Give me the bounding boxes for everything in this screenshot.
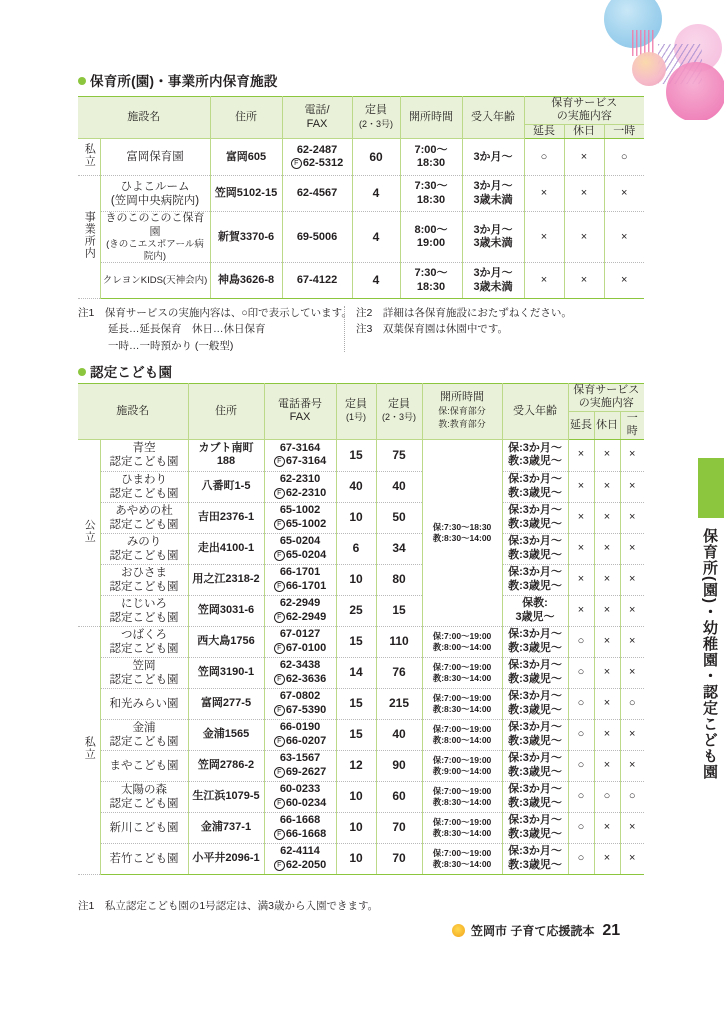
- cell-age: 保:3か月〜 教:3歳児〜: [502, 564, 568, 595]
- cell-service-holiday: ×: [594, 688, 620, 719]
- table-row: [78, 176, 644, 212]
- cell-service-holiday: ×: [594, 533, 620, 564]
- th-service-holiday: 休日: [594, 411, 620, 439]
- table-row: [78, 263, 644, 299]
- cell-age: 3か月〜 3歳未満: [462, 176, 524, 212]
- cell-hours: 保:7:00〜19:00 教:8:30〜14:00: [422, 812, 502, 843]
- cell-service-holiday: ○: [594, 781, 620, 812]
- cell-service-extension: ○: [568, 688, 594, 719]
- cell-address: 吉田2376-1: [188, 502, 264, 533]
- cell-facility-name: にじいろ 認定こども園: [100, 595, 188, 626]
- orange-circle-decoration: [632, 52, 666, 86]
- cell-address: 笠岡5102-15: [210, 176, 282, 212]
- cell-address: 走出4100-1: [188, 533, 264, 564]
- table-row: [78, 626, 644, 657]
- cell-hours-shared: 保:7:30〜18:30 教:8:30〜14:00: [422, 439, 502, 626]
- cell-service-holiday: ×: [594, 657, 620, 688]
- cell-service-extension: ○: [568, 812, 594, 843]
- cell-service-holiday: ×: [594, 595, 620, 626]
- fax-icon: F: [274, 798, 285, 809]
- table-body-hoikusho: [78, 139, 644, 299]
- cell-capacity-type23: 215: [376, 688, 422, 719]
- cell-address: 富岡605: [210, 139, 282, 176]
- table-row: [78, 533, 644, 564]
- cell-service-temporary: ×: [604, 176, 644, 212]
- table-row: [78, 502, 644, 533]
- cell-facility-name: ひよこルーム (笠岡中央病院内): [100, 176, 210, 212]
- note-1-line-2: 延長…延長保育 休日…休日保育: [108, 323, 266, 336]
- cell-address: 生江浜1079-5: [188, 781, 264, 812]
- cell-service-holiday: ×: [594, 626, 620, 657]
- cell-service-extension: ×: [524, 176, 564, 212]
- purple-diagonal-stripes-decoration: [658, 44, 702, 84]
- cell-address: 笠岡3190-1: [188, 657, 264, 688]
- fax-icon: F: [291, 158, 302, 169]
- cell-service-holiday: ×: [594, 719, 620, 750]
- cell-service-temporary: ×: [620, 502, 644, 533]
- cell-service-temporary: ×: [604, 212, 644, 263]
- cell-hours: 保:7:00〜19:00 教:8:30〜14:00: [422, 688, 502, 719]
- cell-tel-fax: 62-2487 F 62-5312: [282, 139, 352, 176]
- cell-age: 3か月〜 3歳未満: [462, 263, 524, 299]
- cell-age: 保:3か月〜 教:3歳児〜: [502, 626, 568, 657]
- cell-age: 保:3か月〜 教:3歳児〜: [502, 533, 568, 564]
- cell-age: 保教: 3歳児〜: [502, 595, 568, 626]
- cell-age: 保:3か月〜 教:3歳児〜: [502, 812, 568, 843]
- table-ninteikodomoen: [78, 383, 644, 875]
- cell-tel-fax: 66-1701 F 66-1701: [264, 564, 336, 595]
- cell-service-temporary: ×: [620, 471, 644, 502]
- cell-service-extension: ○: [568, 719, 594, 750]
- cell-address: 用之江2318-2: [188, 564, 264, 595]
- cell-capacity-type1: 14: [336, 657, 376, 688]
- cell-service-temporary: ×: [620, 719, 644, 750]
- th-tel-fax: 電話番号 FAX: [264, 384, 336, 440]
- fax-icon: F: [274, 456, 285, 467]
- cell-service-temporary: ×: [620, 564, 644, 595]
- cell-service-extension: ×: [568, 595, 594, 626]
- footer-title: 笠岡市 子育て応援読本: [471, 924, 595, 938]
- magenta-circle-decoration: [666, 62, 724, 120]
- section2-note-1: 注1 私立認定こども園の1号認定は、満3歳から入園できます。: [78, 900, 379, 912]
- table-row: [78, 439, 644, 471]
- cell-service-extension: ○: [568, 843, 594, 874]
- cell-age: 保:3か月〜 教:3歳児〜: [502, 471, 568, 502]
- cell-capacity-type23: 80: [376, 564, 422, 595]
- cell-tel-fax: 60-0233 F 60-0234: [264, 781, 336, 812]
- sunflower-icon: [452, 924, 465, 937]
- cell-age: 保:3か月〜 教:3歳児〜: [502, 719, 568, 750]
- cell-address: 笠岡2786-2: [188, 750, 264, 781]
- fax-icon: F: [274, 581, 285, 592]
- cell-age: 保:3か月〜 教:3歳児〜: [502, 439, 568, 471]
- cell-service-extension: ×: [568, 439, 594, 471]
- th-capacity-type1: 定員 (1号): [336, 384, 376, 440]
- notes-right-block: [356, 305, 572, 338]
- cell-age: 保:3か月〜 教:3歳児〜: [502, 688, 568, 719]
- cell-capacity: 4: [352, 176, 400, 212]
- table-row: [78, 750, 644, 781]
- th-service-group: 保育サービス の実施内容: [568, 384, 644, 412]
- cell-capacity-type23: 70: [376, 812, 422, 843]
- table-row: [78, 212, 644, 263]
- side-tab-marker: [698, 458, 724, 518]
- cell-service-holiday: ×: [594, 471, 620, 502]
- cell-hours: 7:00〜 18:30: [400, 139, 462, 176]
- cell-capacity: 4: [352, 263, 400, 299]
- cell-capacity-type23: 110: [376, 626, 422, 657]
- cell-facility-name: 富岡保育園: [100, 139, 210, 176]
- th-capacity-type23: 定員 (2・3号): [376, 384, 422, 440]
- th-capacity: 定員 (2・3号): [352, 97, 400, 139]
- cell-capacity-type23: 75: [376, 439, 422, 471]
- cell-service-extension: ○: [568, 750, 594, 781]
- cell-service-temporary: ○: [620, 688, 644, 719]
- section-heading-hoikusho: [78, 70, 278, 90]
- fax-icon: F: [274, 612, 285, 623]
- cell-service-temporary: ○: [604, 139, 644, 176]
- cell-capacity-type1: 15: [336, 688, 376, 719]
- cell-service-temporary: ×: [620, 657, 644, 688]
- cell-tel-fax: 65-0204 F 65-0204: [264, 533, 336, 564]
- th-service-extension: 延長: [524, 124, 564, 138]
- bullet-icon: [78, 368, 86, 376]
- cell-age: 保:3か月〜 教:3歳児〜: [502, 502, 568, 533]
- cell-age: 保:3か月〜 教:3歳児〜: [502, 781, 568, 812]
- cell-service-extension: ×: [568, 564, 594, 595]
- th-age: 受入年齢: [462, 97, 524, 139]
- fax-icon: F: [274, 643, 285, 654]
- th-service-extension: 延長: [568, 411, 594, 439]
- cell-service-holiday: ×: [594, 502, 620, 533]
- pink-soft-circle-decoration: [674, 24, 722, 72]
- cell-facility-name: 若竹こども園: [100, 843, 188, 874]
- cell-address: 富岡277-5: [188, 688, 264, 719]
- cell-capacity-type23: 15: [376, 595, 422, 626]
- cell-service-holiday: ×: [594, 812, 620, 843]
- cell-tel-fax: 62-4114 F 62-2050: [264, 843, 336, 874]
- cell-capacity: 4: [352, 212, 400, 263]
- table-hoikusho-jigyosho: [78, 96, 644, 299]
- cell-hours: 保:7:00〜19:00 教:8:00〜14:00: [422, 626, 502, 657]
- cell-address: 小平井2096-1: [188, 843, 264, 874]
- section-heading-text: 保育所(園)・事業所内保育施設: [90, 74, 278, 89]
- note-1-line-1: 注1 保育サービスの実施内容は、○印で表示しています。: [78, 307, 352, 319]
- cell-facility-name: みのり 認定こども園: [100, 533, 188, 564]
- cell-facility-name: つばくろ 認定こども園: [100, 626, 188, 657]
- cell-tel-fax: 67-0802 F 67-5390: [264, 688, 336, 719]
- cell-facility-name: あやめの杜 認定こども園: [100, 502, 188, 533]
- cell-facility-name: 笠岡 認定こども園: [100, 657, 188, 688]
- side-tab-label: 保育所(園)・幼稚園・認定こども園: [701, 528, 718, 780]
- th-facility-name: 施設名: [78, 97, 210, 139]
- cell-hours: 保:7:00〜19:00 教:9:00〜14:00: [422, 750, 502, 781]
- bullet-icon: [78, 77, 86, 85]
- cell-service-extension: ×: [524, 263, 564, 299]
- th-address: 住所: [188, 384, 264, 440]
- th-service-group: 保育サービス の実施内容: [524, 97, 644, 125]
- cell-service-temporary: ×: [620, 812, 644, 843]
- cell-capacity-type1: 25: [336, 595, 376, 626]
- cell-tel-fax: 63-1567 F 69-2627: [264, 750, 336, 781]
- th-age: 受入年齢: [502, 384, 568, 440]
- cell-service-holiday: ×: [594, 564, 620, 595]
- cell-service-extension: ○: [524, 139, 564, 176]
- cell-address: 八番町1-5: [188, 471, 264, 502]
- cell-service-extension: ×: [568, 533, 594, 564]
- cell-service-temporary: ○: [620, 781, 644, 812]
- table-row: [78, 812, 644, 843]
- cell-capacity-type23: 50: [376, 502, 422, 533]
- th-service-holiday: 休日: [564, 124, 604, 138]
- cell-service-temporary: ×: [620, 533, 644, 564]
- cell-tel-fax: 62-3438 F 62-3636: [264, 657, 336, 688]
- cell-facility-name: 和光みらい園: [100, 688, 188, 719]
- table-row: [78, 657, 644, 688]
- cell-capacity-type23: 34: [376, 533, 422, 564]
- pink-vertical-stripes-decoration: [632, 30, 656, 56]
- cell-service-holiday: ×: [564, 176, 604, 212]
- cell-address: 笠岡3031-6: [188, 595, 264, 626]
- note-1-line-3: 一時…一時預かり (一般型): [108, 339, 234, 352]
- table-row: [78, 564, 644, 595]
- cell-address: カブト南町188: [188, 439, 264, 471]
- cell-capacity-type1: 40: [336, 471, 376, 502]
- cell-facility-name: 新川こども園: [100, 812, 188, 843]
- cell-capacity-type1: 10: [336, 502, 376, 533]
- cell-facility-name: クレヨンKIDS(天神会内): [100, 263, 210, 299]
- table-header-row-1: [78, 384, 644, 412]
- table-row: [78, 139, 644, 176]
- cell-category-group: 事業所内: [78, 176, 100, 299]
- cell-service-holiday: ×: [594, 750, 620, 781]
- page-footer: [452, 922, 620, 940]
- th-address: 住所: [210, 97, 282, 139]
- cell-service-holiday: ×: [564, 212, 604, 263]
- cell-capacity-type1: 10: [336, 564, 376, 595]
- cell-address: 西大島1756: [188, 626, 264, 657]
- cell-hours: 保:7:00〜19:00 教:8:30〜14:00: [422, 843, 502, 874]
- cell-category-group: 公立: [78, 439, 100, 626]
- cell-service-holiday: ×: [594, 439, 620, 471]
- table-row: [78, 781, 644, 812]
- cell-facility-name: まやこども園: [100, 750, 188, 781]
- fax-icon: F: [274, 829, 285, 840]
- cell-category-group: 私立: [78, 139, 100, 176]
- cell-service-temporary: ×: [620, 595, 644, 626]
- cell-capacity-type1: 10: [336, 781, 376, 812]
- cell-facility-name: ひまわり 認定こども園: [100, 471, 188, 502]
- cell-service-temporary: ×: [620, 843, 644, 874]
- th-service-temporary: 一時: [604, 124, 644, 138]
- cell-capacity-type1: 15: [336, 439, 376, 471]
- cell-capacity: 60: [352, 139, 400, 176]
- table-row: [78, 719, 644, 750]
- cell-service-temporary: ×: [620, 750, 644, 781]
- cell-capacity-type1: 10: [336, 812, 376, 843]
- section-heading-text: 認定こども園: [90, 365, 173, 380]
- cell-service-extension: ×: [568, 502, 594, 533]
- cell-facility-name: 青空 認定こども園: [100, 439, 188, 471]
- fax-icon: F: [274, 860, 285, 871]
- cell-hours: 保:7:00〜19:00 教:8:00〜14:00: [422, 719, 502, 750]
- cell-tel-fax: 67-3164 F 67-3164: [264, 439, 336, 471]
- cell-tel-fax: 67-0127 F 67-0100: [264, 626, 336, 657]
- blue-circle-decoration: [604, 0, 662, 48]
- cell-tel-fax: 62-2310 F 62-2310: [264, 471, 336, 502]
- table-body-ninteikodomoen: [78, 439, 644, 874]
- cell-tel-fax: 66-1668 F 66-1668: [264, 812, 336, 843]
- note-2: 注2 詳細は各保育施設におたずねください。: [356, 307, 572, 319]
- cell-age: 3か月〜 3歳未満: [462, 212, 524, 263]
- cell-capacity-type1: 12: [336, 750, 376, 781]
- cell-facility-name: 金浦 認定こども園: [100, 719, 188, 750]
- page-number: 21: [602, 922, 621, 939]
- cell-tel-fax: 67-4122: [282, 263, 352, 299]
- fax-icon: F: [274, 550, 285, 561]
- cell-capacity-type1: 15: [336, 626, 376, 657]
- cell-age: 保:3か月〜 教:3歳児〜: [502, 843, 568, 874]
- cell-tel-fax: 62-2949 F 62-2949: [264, 595, 336, 626]
- fax-icon: F: [274, 674, 285, 685]
- cell-hours: 7:30〜 18:30: [400, 176, 462, 212]
- cell-service-extension: ○: [568, 781, 594, 812]
- cell-hours: 7:30〜 18:30: [400, 263, 462, 299]
- cell-category-group: 私立: [78, 626, 100, 874]
- cell-capacity-type23: 76: [376, 657, 422, 688]
- th-service-temporary: 一時: [620, 411, 644, 439]
- th-hours: 開所時間: [400, 97, 462, 139]
- cell-tel-fax: 66-0190 F 66-0207: [264, 719, 336, 750]
- cell-facility-name: 太陽の森 認定こども園: [100, 781, 188, 812]
- cell-service-holiday: ×: [564, 139, 604, 176]
- th-facility-name: 施設名: [78, 384, 188, 440]
- cell-service-temporary: ×: [620, 626, 644, 657]
- cell-hours: 8:00〜 19:00: [400, 212, 462, 263]
- cell-address: 金浦1565: [188, 719, 264, 750]
- cell-service-extension: ×: [568, 471, 594, 502]
- cell-capacity-type23: 90: [376, 750, 422, 781]
- cell-facility-name: きのこのこのこ保育園 (きのこエスポアール病院内): [100, 212, 210, 263]
- cell-tel-fax: 62-4567: [282, 176, 352, 212]
- notes-left-block: [78, 305, 352, 354]
- table-header-row-1: [78, 97, 644, 125]
- cell-service-temporary: ×: [604, 263, 644, 299]
- table-row: [78, 843, 644, 874]
- cell-tel-fax: 69-5006: [282, 212, 352, 263]
- th-hours: 開所時間 保:保育部分 教:教育部分: [422, 384, 502, 440]
- cell-service-temporary: ×: [620, 439, 644, 471]
- cell-capacity-type23: 40: [376, 471, 422, 502]
- cell-service-holiday: ×: [564, 263, 604, 299]
- cell-capacity-type23: 40: [376, 719, 422, 750]
- cell-capacity-type1: 6: [336, 533, 376, 564]
- cell-service-holiday: ×: [594, 843, 620, 874]
- cell-hours: 保:7:00〜19:00 教:8:30〜14:00: [422, 781, 502, 812]
- notes-divider: [344, 306, 345, 352]
- cell-address: 新賀3370-6: [210, 212, 282, 263]
- fax-icon: F: [274, 488, 285, 499]
- fax-icon: F: [274, 736, 285, 747]
- cell-age: 3か月〜: [462, 139, 524, 176]
- note-3: 注3 双葉保育園は休園中です。: [356, 323, 508, 336]
- fax-icon: F: [274, 519, 285, 530]
- fax-icon: F: [274, 705, 285, 716]
- table-row: [78, 688, 644, 719]
- fax-icon: F: [274, 767, 285, 778]
- th-tel-fax: 電話/ FAX: [282, 97, 352, 139]
- cell-address: 神島3626-8: [210, 263, 282, 299]
- table-row: [78, 595, 644, 626]
- cell-service-extension: ○: [568, 657, 594, 688]
- table-row: [78, 471, 644, 502]
- cell-capacity-type1: 10: [336, 843, 376, 874]
- cell-capacity-type23: 70: [376, 843, 422, 874]
- cell-address: 金浦737-1: [188, 812, 264, 843]
- cell-tel-fax: 65-1002 F 65-1002: [264, 502, 336, 533]
- cell-hours: 保:7:00〜19:00 教:8:30〜14:00: [422, 657, 502, 688]
- cell-service-extension: ×: [524, 212, 564, 263]
- cell-age: 保:3か月〜 教:3歳児〜: [502, 657, 568, 688]
- cell-service-extension: ○: [568, 626, 594, 657]
- cell-capacity-type1: 15: [336, 719, 376, 750]
- cell-age: 保:3か月〜 教:3歳児〜: [502, 750, 568, 781]
- section-heading-ninteikodomoen: [78, 361, 172, 381]
- cell-facility-name: おひさま 認定こども園: [100, 564, 188, 595]
- cell-capacity-type23: 60: [376, 781, 422, 812]
